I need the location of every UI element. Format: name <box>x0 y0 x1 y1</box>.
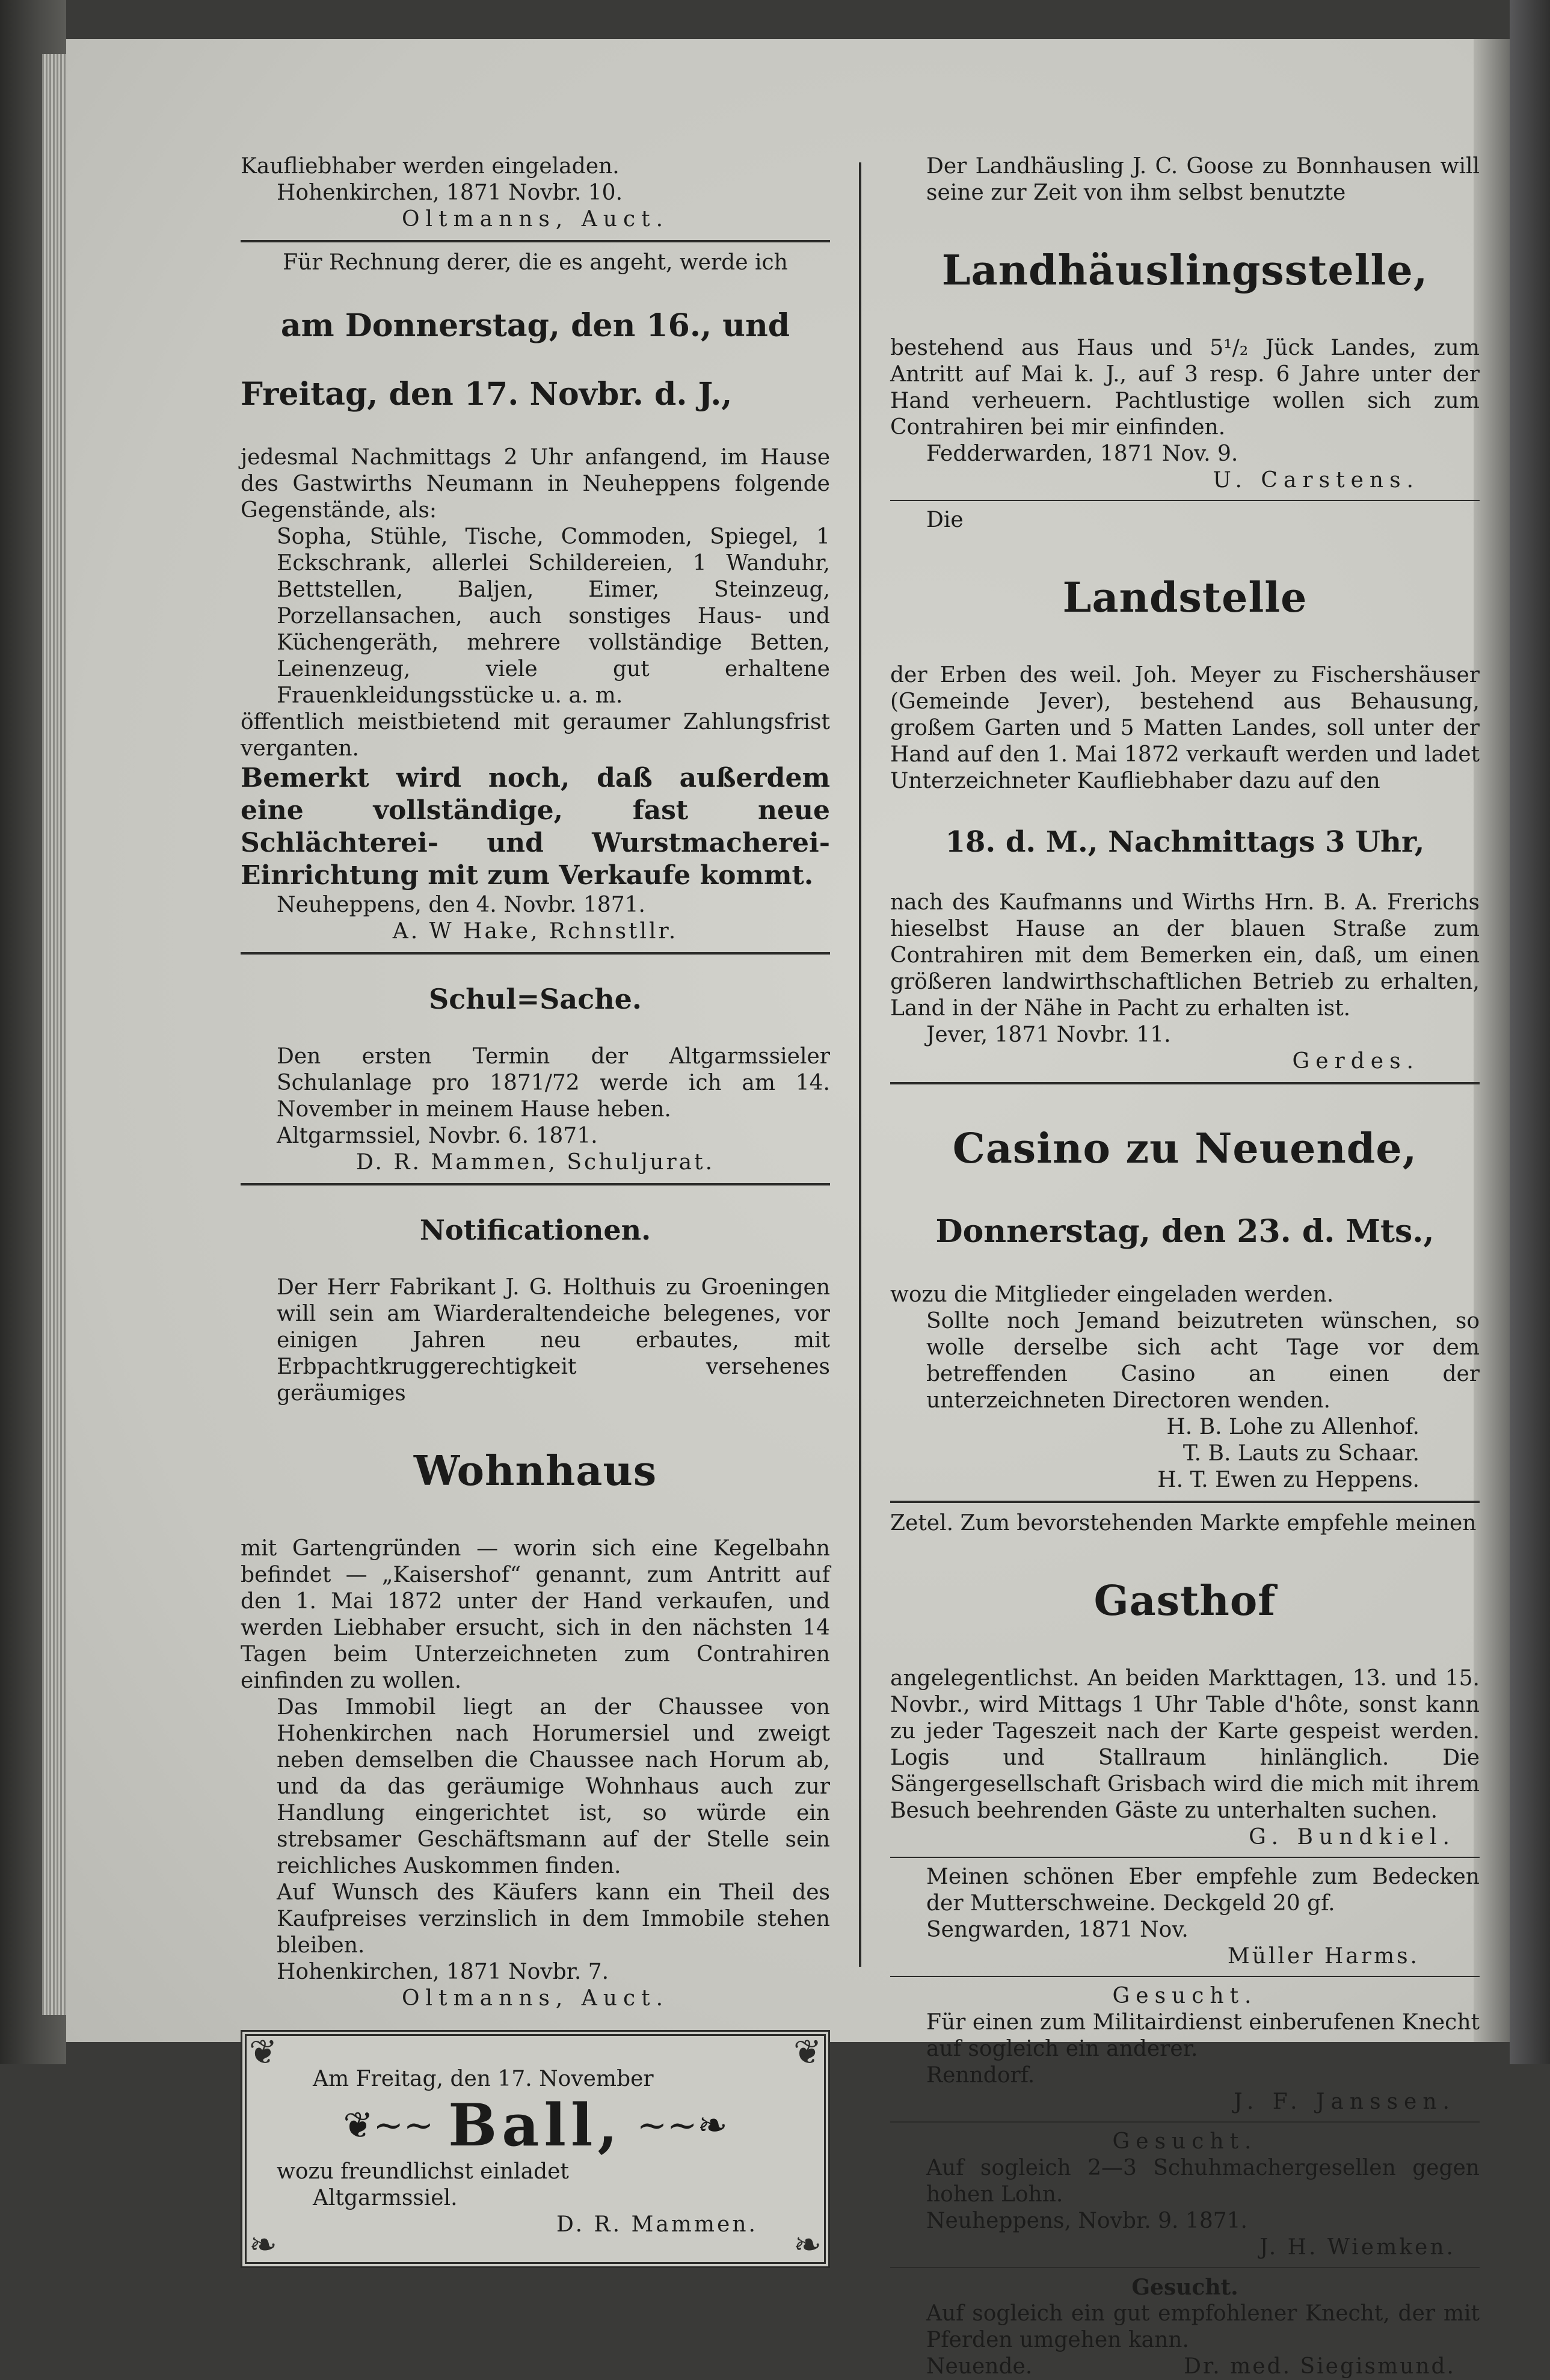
ad-landstelle <box>890 507 1480 1075</box>
divider <box>890 1082 1480 1084</box>
place-date: Neuheppens, den 4. Novbr. 1871. <box>277 893 645 917</box>
section-heading: Schul=Sache. <box>429 983 642 1015</box>
ad-gesucht-knecht <box>890 1983 1480 2115</box>
place-date: Neuende. <box>926 2354 1033 2379</box>
signature: T. B. Lauts zu Schaar. <box>1182 1441 1419 1466</box>
ball-date: Am Freitag, den 17. November <box>313 2067 654 2091</box>
signature: D. R. Mammen. <box>556 2212 758 2237</box>
headline-wohnhaus: Wohnhaus <box>413 1447 657 1495</box>
body-text: Sollte noch Jemand beizutreten wünschen, so wolle derselbe sich acht Tage vor dem betreffenden Casino an einen der unterzeichneten Directoren wenden. <box>926 1309 1480 1413</box>
place-date: Renndorf. <box>926 2063 1035 2088</box>
item-list: Sopha, Stühle, Tische, Commoden, Spiegel, 1 Eckschrank, allerlei Schildereien, 1 Wanduhr, Bettstellen, Baljen, Eimer, Steinzeug, Porzellansachen, auch sonstiges Haus- und Küchengeräth, mehrere vollständige Betten, Leinenzeug, viele gut erhaltene Frauenkleidungsstücke u. a. m. <box>277 524 830 708</box>
place-date: Fedderwarden, 1871 Nov. 9. <box>926 441 1238 466</box>
ad-gasthof-zetel <box>890 1510 1480 1851</box>
body-text: der Erben des weil. Joh. Meyer zu Fischershäuser (Gemeinde Jever), bestehend aus Behausung, großem Garten und 5 Matten Landes, soll unter der Hand auf den 1. Mai 1872 verkauft werden und ladet Unterzeichneter Kaufliebhaber dazu auf den <box>890 663 1480 793</box>
signature: Dr. med. Siegismund. <box>1184 2354 1456 2379</box>
ad-auction-neuheppens <box>241 250 830 945</box>
place-date: Neuheppens, Novbr. 9. 1871. <box>926 2209 1247 2233</box>
ad-gesucht-pferdeknecht <box>890 2274 1480 2380</box>
ball-headline-row <box>277 2092 794 2159</box>
divider <box>241 952 830 955</box>
signature: U. Carstens. <box>1213 468 1419 493</box>
ball-headline: Ball, <box>448 2091 623 2159</box>
signature: H. T. Ewen zu Heppens. <box>1157 1468 1419 1492</box>
divider <box>890 500 1480 501</box>
divider <box>890 2121 1480 2123</box>
body-text: angelegentlichst. An beiden Markttagen, 13. und 15. Novbr., wird Mittags 1 Uhr Table d'hôte, sonst kann zu jeder Tageszeit nach der Karte gespeist werden. Logis und Stallraum hinlänglich. Die Sängergesellschaft Grisbach wird die mich mit ihrem Besuch beehrenden Gäste zu unterhalten suchen. <box>890 1666 1480 1823</box>
right-column <box>890 153 1480 2380</box>
intro-text: Für Rechnung derer, die es angeht, werde ich <box>283 250 788 275</box>
signature: Oltmanns, Auct. <box>401 1986 669 2011</box>
text-line: Kaufliebhaber werden eingeladen. <box>241 154 620 179</box>
section-heading: Gesucht. <box>1131 2275 1238 2300</box>
divider <box>241 1183 830 1185</box>
bold-notice: Bemerkt wird noch, daß außerdem eine vollständige, fast neue Schlächterei- und Wurstmacherei-Einrichtung mit zum Verkaufe kommt. <box>241 763 830 891</box>
left-column <box>241 153 830 2268</box>
bold-date: 18. d. M., Nachmittags 3 Uhr, <box>945 825 1425 859</box>
signature: H. B. Lohe zu Allenhof. <box>1166 1415 1419 1439</box>
body-text: nach des Kaufmanns und Wirths Hrn. B. A. Frerichs hieselbst Hause an der blauen Straße zum Contrahiren mit dem Bemerken ein, daß, um einen größeren landwirthschaftlichen Betrieb zu erhalten, Land in der Nähe in Pacht zu erhalten ist. <box>890 890 1480 1021</box>
headline: Casino zu Neuende, <box>952 1125 1418 1173</box>
body-text: Auf sogleich ein gut empfohlener Knecht, der mit Pferden umgehen kann. <box>926 2301 1480 2352</box>
headline: Landstelle <box>1062 574 1308 622</box>
signature: Müller Harms. <box>1227 1944 1419 1969</box>
divider <box>241 240 830 242</box>
ball-invite: wozu freundlichst einladet <box>277 2159 569 2184</box>
divider <box>890 2267 1480 2268</box>
ad-ball-frame <box>241 2030 830 2268</box>
ad-schul-sache <box>241 982 830 1176</box>
column-rule <box>859 162 861 1967</box>
divider <box>890 1857 1480 1858</box>
signature: G. Bundkiel. <box>1249 1825 1456 1850</box>
body-text: Auf sogleich 2—3 Schuhmachergesellen gegen hohen Lohn. <box>926 2156 1480 2207</box>
ad-casino-neuende <box>890 1125 1480 1493</box>
body-text: wozu die Mitglieder eingeladen werden. <box>890 1282 1334 1307</box>
place-date: Jever, 1871 Novbr. 11. <box>926 1022 1171 1047</box>
signature: J. F. Janssen. <box>1234 2089 1456 2114</box>
body-text: Meinen schönen Eber empfehle zum Bedecken der Mutterschweine. Deckgeld 20 gf. <box>926 1865 1480 1916</box>
body-text: mit Gartengründen — worin sich eine Kegelbahn befindet — „Kaisershof“ genannt, zum Antritt auf den 1. Mai 1872 unter der Hand verkaufen, und werden Liebhaber ersucht, sich in den nächsten 14 Tagen beim Unterzeichneten zum Contrahiren einfinden zu wollen. <box>241 1536 830 1693</box>
ornament-corner-icon: ❧ <box>249 2225 277 2265</box>
section-heading: Notificationen. <box>419 1214 651 1246</box>
body-text: jedesmal Nachmittags 2 Uhr anfangend, im Hause des Gastwirths Neumann in Neuheppens folgende Gegenstände, als: <box>241 445 830 523</box>
body-text: Auf Wunsch des Käufers kann ein Theil des Kaufpreises verzinslich in dem Immobile stehen bleiben. <box>277 1880 830 1958</box>
place-date: Hohenkirchen, 1871 Novbr. 7. <box>277 1960 609 1984</box>
body-text: Für einen zum Militairdienst einberufenen Knecht auf sogleich ein anderer. <box>926 2010 1480 2061</box>
book-spine <box>1510 0 1550 2064</box>
divider <box>890 1501 1480 1503</box>
ad-notificationen <box>241 1213 830 2012</box>
intro-text: Die <box>926 508 964 532</box>
signature: A. W Hake, Rchnstllr. <box>392 919 678 944</box>
signature: Gerdes. <box>1292 1049 1419 1074</box>
signature: J. H. Wiemken. <box>1259 2235 1456 2260</box>
ad-auction-hohenkirchen <box>241 153 830 233</box>
section-heading: Gesucht. <box>1112 2129 1258 2154</box>
ornament-corner-icon: ❧ <box>793 2225 822 2265</box>
text-line: Hohenkirchen, 1871 Novbr. 10. <box>277 180 623 205</box>
place-date: Sengwarden, 1871 Nov. <box>926 1917 1189 1942</box>
ornament-corner-icon: ❦ <box>249 2033 277 2072</box>
section-heading: Gesucht. <box>1112 1984 1258 2008</box>
signature: Oltmanns, Auct. <box>401 207 669 232</box>
headline: Freitag, den 17. Novbr. d. J., <box>241 376 733 413</box>
body-text: Der Herr Fabrikant J. G. Holthuis zu Groeningen will sein am Wiarderaltendeiche belegenes, vor einigen Jahren neu erbautes, mit Erbpachtkruggerechtigkeit versehenes geräumiges <box>277 1275 830 1406</box>
ball-place: Altgarmssiel. <box>313 2186 458 2210</box>
intro-text: Der Landhäusling J. C. Goose zu Bonnhausen will seine zur Zeit von ihm selbst benutzte <box>926 154 1480 205</box>
divider <box>890 1976 1480 1977</box>
signature: D. R. Mammen, Schuljurat. <box>355 1150 715 1175</box>
flourish-icon: ~~❧ <box>636 2105 728 2147</box>
body-text: Das Immobil liegt an der Chaussee von Hohenkirchen nach Horumersiel und zweigt neben demselben die Chaussee nach Horum ab, und da das geräumige Wohnhaus auch zur Handlung eingerichtet ist, so würde ein strebsamer Geschäftsmann auf der Stelle sein reichliches Auskommen finden. <box>277 1695 830 1878</box>
ad-gesucht-schuhmacher <box>890 2129 1480 2261</box>
intro-text: Zetel. Zum bevorstehenden Markte empfehle meinen <box>890 1511 1477 1536</box>
place-date: Altgarmssiel, Novbr. 6. 1871. <box>277 1124 598 1148</box>
ad-eber <box>890 1864 1480 1970</box>
headline: am Donnerstag, den 16., und <box>280 307 790 344</box>
headline: Gasthof <box>1093 1577 1276 1625</box>
ornament-corner-icon: ❦ <box>793 2033 822 2072</box>
ad-landhaeuslingsstelle <box>890 153 1480 494</box>
body-text: Den ersten Termin der Altgarmssieler Schulanlage pro 1871/72 werde ich am 14. November in meinem Hause heben. <box>277 1044 830 1122</box>
body-text: bestehend aus Haus und 5¹/₂ Jück Landes, zum Antritt auf Mai k. J., auf 3 resp. 6 Jahre unter der Hand verheuern. Pachtlustige wollen sich zum Contrahiren bei mir einfinden. <box>890 336 1480 440</box>
body-text: öffentlich meistbietend mit geraumer Zahlungsfrist verganten. <box>241 710 830 761</box>
flourish-icon: ❦~~ <box>343 2105 434 2147</box>
subheadline: Donnerstag, den 23. d. Mts., <box>935 1213 1435 1250</box>
footer-row <box>890 2354 1480 2380</box>
headline: Landhäuslingsstelle, <box>941 247 1429 295</box>
